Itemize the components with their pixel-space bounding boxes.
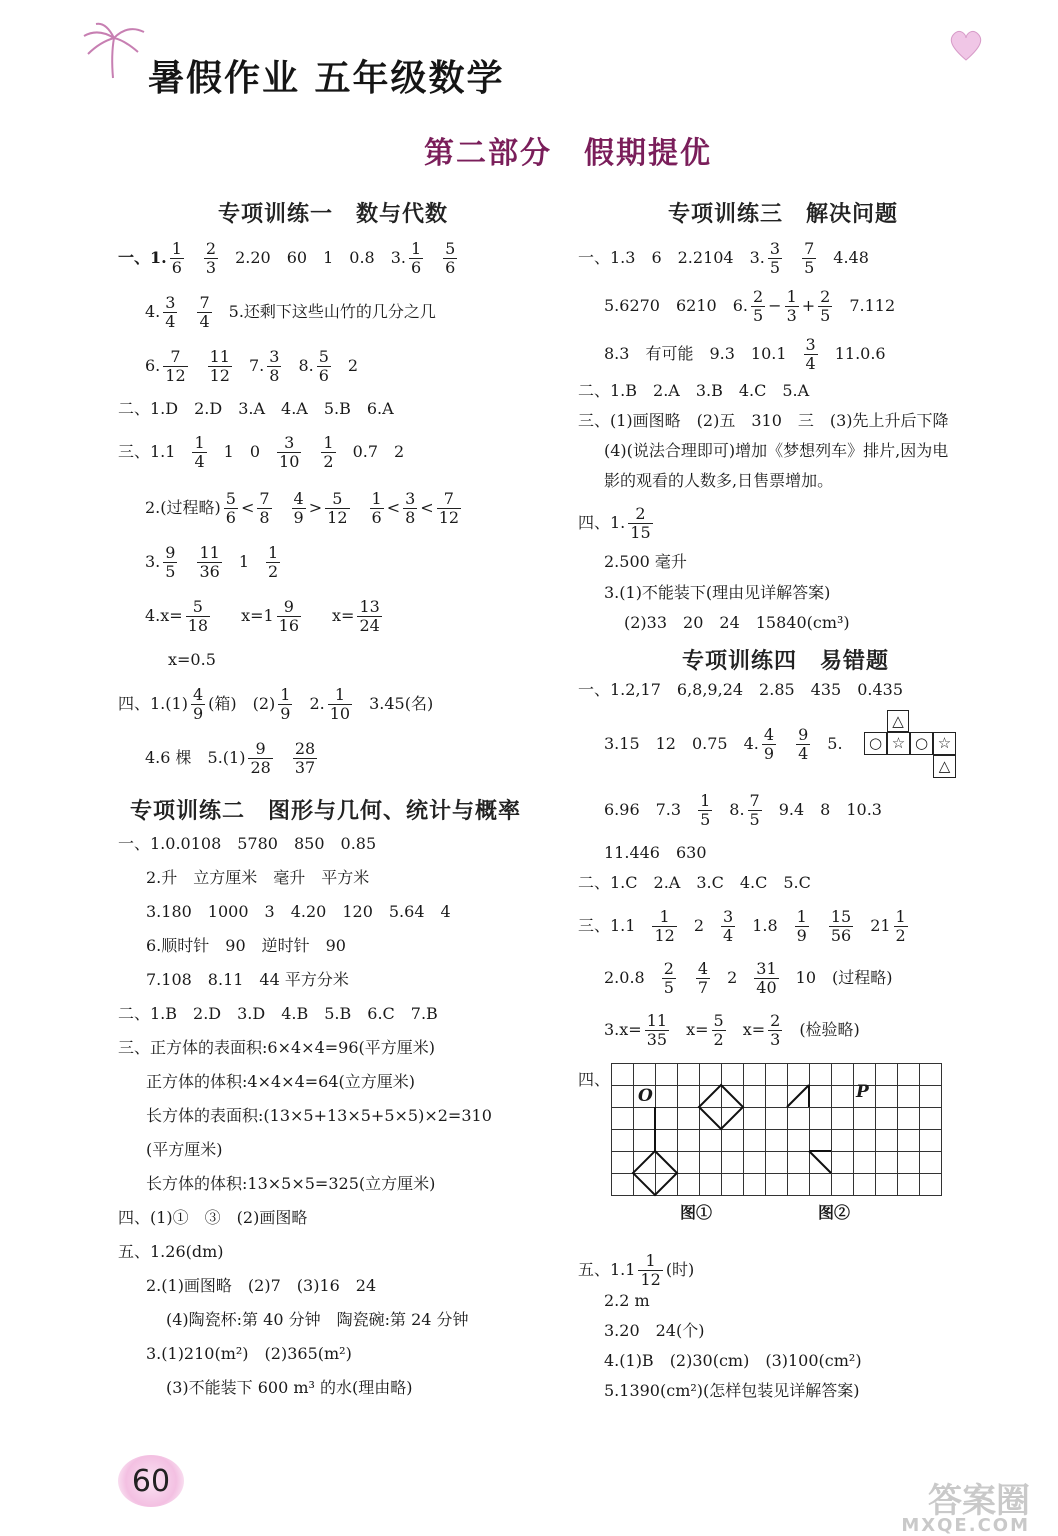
section-title-4: 专项训练四 易错题: [682, 648, 890, 674]
answer-line: 6.96 7.3 $\frac{1}{5}$ 8. $\frac{7}{5}$ 9.4 8 10.3: [604, 791, 882, 829]
section-title-1: 专项训练一 数与代数: [218, 201, 449, 227]
answer-line: x=0.5: [168, 650, 216, 669]
net-cell-star: ☆: [887, 732, 910, 755]
watermark-logo: 答案圈: [928, 1481, 1030, 1521]
section-title-3: 专项训练三 解决问题: [668, 201, 899, 227]
cube-net: [864, 710, 956, 780]
grid-figures: [611, 1063, 943, 1197]
answer-line: 二、1.B 2.D 3.D 4.B 5.B 6.C 7.B: [118, 1004, 438, 1023]
answer-line: (平方厘米): [146, 1140, 223, 1159]
answer-line: 二、1.C 2.A 3.C 4.C 5.C: [578, 873, 811, 892]
answer-line: 2.(1)画图略 (2)7 (3)16 24: [146, 1276, 377, 1295]
answer-line: 2.0.8 $\frac{2}{5}$ $\frac{4}{7}$ 2 $\frac{31}{40}$ 10 (过程略): [604, 959, 893, 997]
answer-line: 8.3 有可能 9.3 10.1 $\frac{3}{4}$ 11.0.6: [604, 335, 886, 373]
answer-line: 三、1.1 $\frac{1}{4}$ 1 0 $\frac{3}{10}$ $\frac{1}{2}$ 0.7 2: [118, 433, 405, 471]
answer-line: 4. $\frac{3}{4}$ $\frac{7}{4}$ 5.还剩下这些山竹的几分之几: [145, 293, 436, 331]
watermark-url: MXQE.COM: [901, 1515, 1030, 1536]
answer-line: (2)33 20 24 15840(cm³): [624, 613, 850, 632]
answer-line: 长方体的体积:13×5×5=325(立方厘米): [146, 1174, 436, 1193]
answer-line: 一、1. $\frac{1}{6}$ $\frac{2}{3}$ 2.20 60 1 0.8 3. $\frac{1}{6}$ $\frac{5}{6}$: [118, 239, 456, 277]
answer-line: 4.6 棵 5.(1) $\frac{9}{28}$ $\frac{28}{37}$: [145, 739, 316, 777]
answer-line: 6. $\frac{7}{12}$ $\frac{11}{12}$ 7. $\frac{3}{8}$ 8. $\frac{5}{6}$ 2: [145, 347, 359, 385]
answer-line: 三、1.1 $\frac{1}{12}$ 2 $\frac{3}{4}$ 1.8 $\frac{1}{9}$ $\frac{15}{56}$ 21 $\frac{1}{2}$: [578, 907, 906, 945]
grid-question-label: 四、: [578, 1070, 611, 1089]
net-cell-triangle-bottom: △: [933, 755, 956, 778]
answer-line: 4.x= $\frac{5}{18}$ x=1 $\frac{9}{16}$ x= $\frac{13}{24}$: [145, 597, 380, 635]
figure-label-2: 图②: [818, 1203, 851, 1222]
answer-line: 4.(1)B (2)30(cm) (3)100(cm²): [604, 1351, 862, 1370]
answer-line: 2.(过程略) $\frac{5}{6}$ < $\frac{7}{8}$ $\frac{4}{9}$ > $\frac{5}{12}$ $\frac{1}{6}$ < $\frac{3}{8}$ < $\frac{7}{12}$: [145, 489, 460, 527]
palm-tree-icon: [78, 20, 148, 80]
answer-line: 五、1.1 $\frac{1}{12}$ (时): [578, 1251, 695, 1289]
answer-line: 2.500 毫升: [604, 552, 687, 571]
answer-line: 二、1.D 2.D 3.A 4.A 5.B 6.A: [118, 399, 394, 418]
answer-line: 3.(1)210(m²) (2)365(m²): [146, 1344, 352, 1363]
net-cell-circle-2: ○: [910, 732, 933, 755]
part-title: 第二部分 假期提优: [424, 136, 712, 171]
answer-line: 正方体的体积:4×4×4=64(立方厘米): [146, 1072, 415, 1091]
answer-line: 三、正方体的表面积:6×4×4=96(平方厘米): [118, 1038, 435, 1057]
answer-line: 3.20 24(个): [604, 1321, 705, 1340]
answer-line: (4)陶瓷杯:第 40 分钟 陶瓷碗:第 24 分钟: [166, 1310, 469, 1329]
heart-icon: [948, 28, 984, 62]
answer-line: 3. $\frac{9}{5}$ $\frac{11}{36}$ 1 $\frac{1}{2}$: [145, 543, 279, 581]
net-cell-circle: ○: [864, 732, 887, 755]
answer-line: 3.180 1000 3 4.20 120 5.64 4: [146, 902, 451, 921]
answer-line: 3.(1)不能装下(理由见详解答案): [604, 583, 831, 602]
net-cell-triangle-top: △: [887, 710, 909, 732]
answer-line: 四、1. $\frac{2}{15}$: [578, 504, 651, 542]
grid-point-p: P: [856, 1082, 869, 1102]
answer-line: (3)不能装下 600 m³ 的水(理由略): [166, 1378, 413, 1397]
answer-line: 长方体的表面积:(13×5+13×5+5×5)×2=310: [146, 1106, 492, 1125]
answer-line: 5.1390(cm²)(怎样包装见详解答案): [604, 1381, 860, 1400]
answer-line: 四、1.(1) $\frac{4}{9}$ (箱) (2) $\frac{1}{9}$ 2. $\frac{1}{10}$ 3.45(名): [118, 685, 434, 723]
answer-line: 6.顺时针 90 逆时针 90: [146, 936, 346, 955]
answer-line: 2.2 m: [604, 1291, 650, 1310]
answer-line: 3.15 12 0.75 4. $\frac{4}{9}$ $\frac{9}{4}$ 5.: [604, 725, 843, 763]
answer-line: 五、1.26(dm): [118, 1242, 224, 1261]
header-title: 暑假作业 五年级数学: [148, 58, 505, 99]
answer-line: 一、1.0.0108 5780 850 0.85: [118, 834, 377, 853]
answer-line: 3.x= $\frac{11}{35}$ x= $\frac{5}{2}$ x= $\frac{2}{3}$ (检验略): [604, 1011, 860, 1049]
answer-line: 2.升 立方厘米 毫升 平方米: [146, 868, 370, 887]
answer-line: 一、1.2,17 6,8,9,24 2.85 435 0.435: [578, 680, 904, 699]
answer-line: (4)(说法合理即可)增加《梦想列车》排片,因为电: [604, 441, 949, 460]
section-title-2: 专项训练二 图形与几何、统计与概率: [130, 798, 522, 824]
net-cell-star-2: ☆: [933, 732, 956, 755]
answer-line: 一、1.3 6 2.2104 3. $\frac{3}{5}$ $\frac{7}{5}$ 4.48: [578, 239, 869, 277]
answer-line: 二、1.B 2.A 3.B 4.C 5.A: [578, 381, 810, 400]
answer-line: 影的观看的人数多,日售票增加。: [604, 471, 834, 490]
grid-point-o: O: [638, 1086, 653, 1106]
answer-line: 四、(1)① ③ (2)画图略: [118, 1208, 308, 1227]
figure-label-1: 图①: [680, 1203, 713, 1222]
answer-line: 11.446 630: [604, 843, 707, 862]
page-number: 60: [118, 1455, 184, 1507]
answer-line: 7.108 8.11 44 平方分米: [146, 970, 349, 989]
answer-line: 5.6270 6210 6. $\frac{2}{5}$ − $\frac{1}{3}$ + $\frac{2}{5}$ 7.112: [604, 287, 896, 325]
answer-grid: [611, 1063, 942, 1196]
answer-line: 三、(1)画图略 (2)五 310 三 (3)先上升后下降: [578, 411, 949, 430]
